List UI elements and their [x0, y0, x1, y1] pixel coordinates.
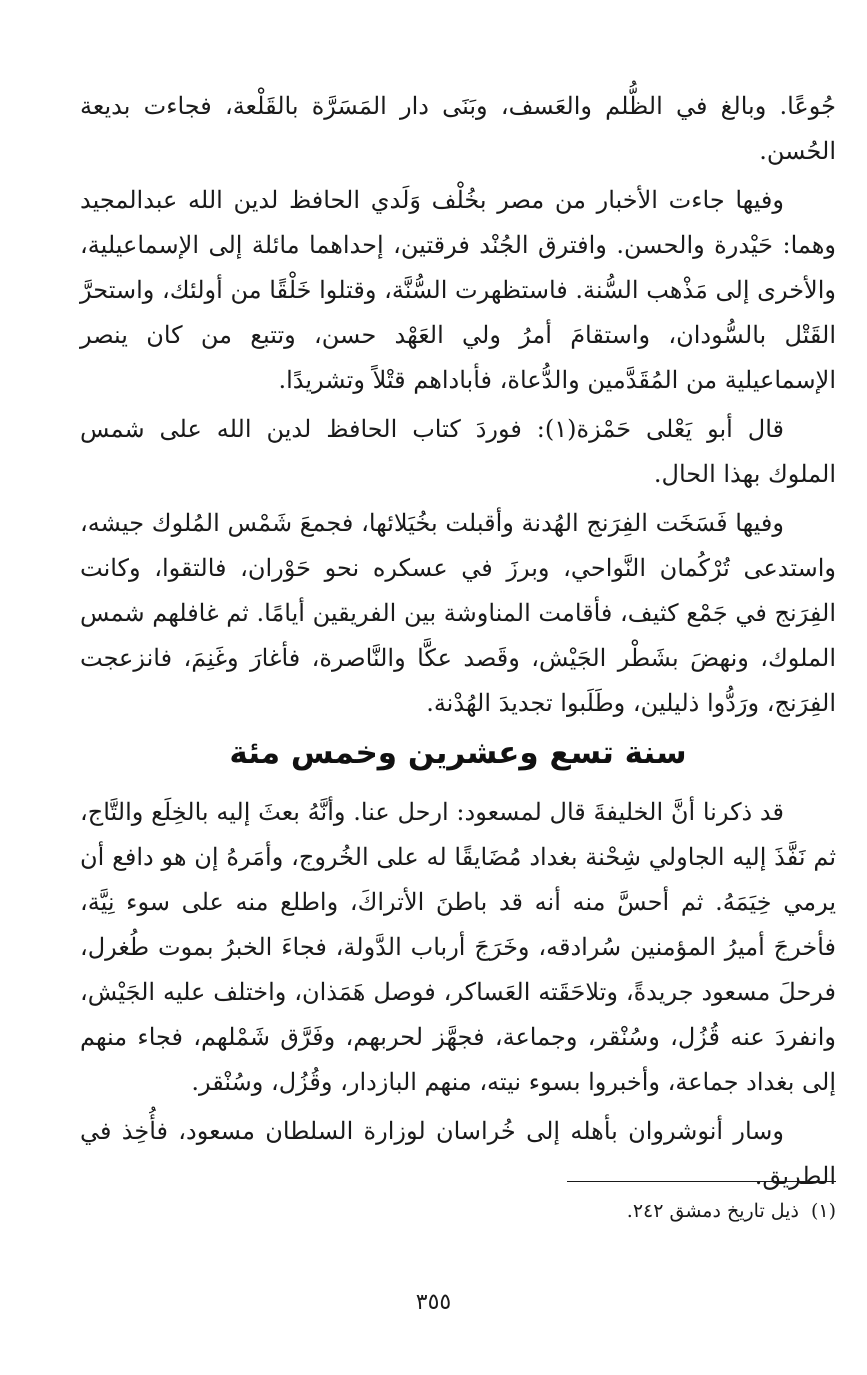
paragraph-1: جُوعًا. وبالغ في الظُّلم والعَسف، وبَنَى دار المَسَرَّة بالقَلْعة، فجاءت بديعة الحُسن.: [80, 92, 836, 165]
section-heading: سنة تسع وعشرين وخمس مئة: [229, 735, 687, 771]
footnote-number: (١): [810, 1200, 836, 1222]
footnote-text: ذيل تاريخ دمشق ٢٤٢.: [626, 1200, 799, 1222]
footnote: [300, 1196, 836, 1226]
paragraph-3: قال أبو يَعْلى حَمْزة(١): فوردَ كتاب الحافظ لدين الله على شمس الملوك بهذا الحال.: [80, 415, 836, 488]
paragraph-4: وفيها فَسَخَت الفِرَنج الهُدنة وأقبلت بخُيَلائها، فجمعَ شَمْس المُلوك جيشه، واستدعى تُرْكُمان النَّواحي، وبرزَ في عسكره نحو حَوْران، فالتقوا، وكانت الفِرَنج في جَمْع كثيف، فأقامت المناوشة بين الفريقين أيامًا. ثم غافلهم شمس الملوك، ونهضَ بشَطْر الجَيْش، وقَصد عكَّا والنَّاصرة، فأغارَ وغَنِمَ، فانزعجت الفِرَنج، ورَدُّوا ذليلين، وطَلَبوا تجديدَ الهُدْنة.: [80, 509, 836, 717]
page-number: ٣٥٥: [415, 1290, 452, 1315]
paragraph-6: وسار أنوشروان بأهله إلى خُراسان لوزارة السلطان مسعود، فأُخِذ في الطريق.: [80, 1117, 836, 1190]
page-body: [80, 84, 836, 1203]
paragraph-5: قد ذكرنا أنَّ الخليفةَ قال لمسعود: ارحل عنا. وأنَّهُ بعثَ إليه بالخِلَع والتَّاج، ثم نَفَّذَ إليه الجاولي شِحْنة بغداد مُضَايقًا له على الخُروج، وأمَرهُ إن هو دافع أن يرمي خِيَمَهُ. ثم أحسَّ منه أنه قد باطنَ الأتراكَ، واطلع منه على سوء نِيَّة، فأخرجَ أميرُ المؤمنين سُرادقه، وخَرَجَ أرباب الدَّولة، فجاءَ الخبرُ بموت طُغرل، فرحلَ مسعود جريدةً، وتلاحَقَته العَساكر، فوصل هَمَذان، واختلف عليه الجَيْش، وانفردَ عنه قُزُل، وسُنْقر، وجماعة، فجهَّز لحربهم، وفَرَّق شَمْلهم، فجاء منهم إلى بغداد جماعة، وأخبروا بسوء نيته، منهم البازدار، وقُزُل، وسُنْقر.: [80, 798, 836, 1096]
footnote-divider: [567, 1181, 836, 1182]
paragraph-2: وفيها جاءت الأخبار من مصر بخُلْف وَلَدي الحافظ لدين الله عبدالمجيد وهما: حَيْدرة والحسن. وافترق الجُنْد فرقتين، إحداهما مائلة إلى الإسماعيلية، والأخرى إلى مَذْهب السُّنة. فاستظهرت السُّنَّة، وقتلوا خَلْقًا من أولئك، واستحرَّ القَتْل بالسُّودان، واستقامَ أمرُ ولي العَهْد حسن، وتتبع من كان ينصر الإسماعيلية من المُقَدَّمين والدُّعاة، فأباداهم قتْلاً وتشريدًا.: [80, 186, 836, 394]
